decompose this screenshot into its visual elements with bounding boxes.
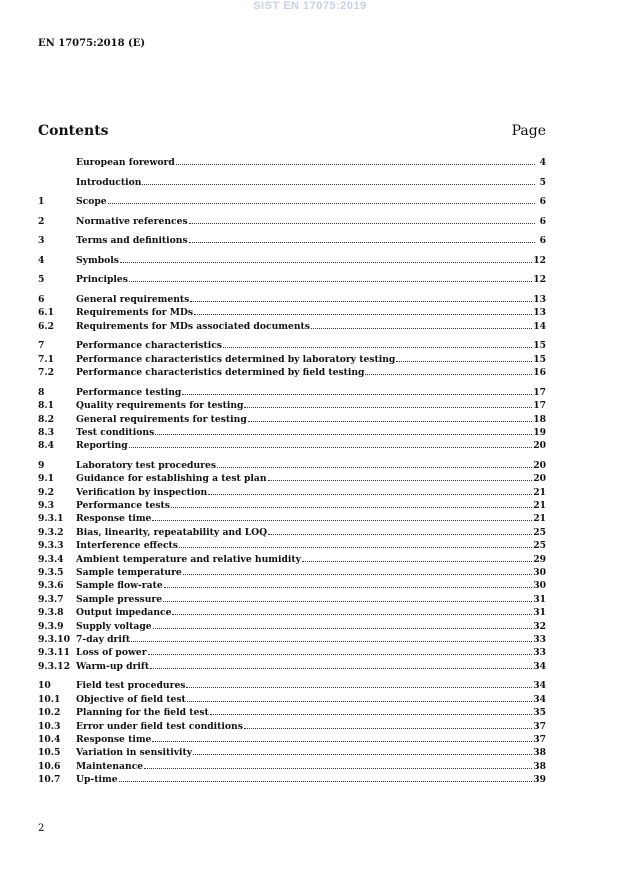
toc-entry-number: 9.3.5 [38,567,64,579]
toc-entry-number: 9.2 [38,486,54,498]
toc-entry-title: Laboratory test procedures [76,459,217,471]
dot-leader [144,767,532,769]
toc-entry-title: Verification by inspection [76,486,208,498]
toc-entry[interactable] [38,733,546,746]
toc-entry-title: Performance characteristics [76,340,222,352]
dot-leader [311,327,532,329]
toc-entry-page: 38 [533,760,546,772]
toc-entry-number: 4 [38,254,45,266]
dot-leader [268,479,533,481]
page-number: 2 [38,823,45,834]
toc-entry-title: Terms and definitions [76,235,188,247]
toc-entry-number: 10.1 [38,693,61,705]
toc-entry[interactable] [38,679,546,692]
toc-entry-title: Maintenance [76,760,144,772]
toc-entry-page: 34 [533,680,546,692]
toc-entry-page: 15 [533,340,546,352]
toc-entry[interactable] [38,426,546,439]
toc-entry-page: 32 [533,620,546,632]
dot-leader [153,627,533,629]
toc-entry-title: Performance tests [76,500,170,512]
dot-leader [183,573,532,575]
toc-entry-page: 17 [533,386,546,398]
toc-entry-page: 6 [539,235,546,247]
toc-entry-number: 9.3.7 [38,593,64,605]
toc-entry-number: 3 [38,235,45,247]
dot-leader [142,183,535,185]
toc-entry-page: 34 [533,693,546,705]
toc-entry[interactable] [38,620,546,633]
toc-entry[interactable] [38,539,546,552]
toc-entry-page: 37 [533,733,546,745]
toc-entry-number: 5 [38,274,45,286]
dot-leader [244,406,532,408]
dot-leader [244,727,532,729]
dot-leader [129,280,532,282]
toc-entry-title: Ambient temperature and relative humidity [76,553,301,565]
toc-entry[interactable] [38,306,546,319]
toc-entry-page: 18 [533,413,546,425]
toc-entry-number: 1 [38,196,45,208]
toc-entry-page: 25 [533,526,546,538]
toc-entry-title: Test conditions [76,426,155,438]
toc-entry[interactable] [38,579,546,592]
dot-leader [150,667,532,669]
toc-entry[interactable] [38,459,546,472]
dot-leader [108,202,535,204]
toc-entry-title: Sample flow-rate [76,580,163,592]
toc-entry-title: Planning for the field test [76,707,209,719]
dot-leader [179,546,532,548]
toc-entry-number: 9.3.11 [38,647,70,659]
toc-entry[interactable] [38,293,546,306]
toc-entry-page: 35 [533,707,546,719]
toc-entry-page: 20 [533,459,546,471]
toc-entry-page: 12 [533,274,546,286]
document-id: EN 17075:2018 (E) [38,38,146,49]
watermark: SIST EN 17075:2019 [253,0,367,12]
dot-leader [365,373,532,375]
toc-entry[interactable] [38,746,546,759]
toc-entry[interactable] [38,593,546,606]
toc-entry-title: Response time [76,733,152,745]
toc-entry-page: 34 [533,660,546,672]
toc-entry[interactable] [38,773,546,786]
toc-entry-title: Scope [76,196,107,208]
toc-entry-page: 13 [533,294,546,306]
toc-entry-title: Normative references [76,215,188,227]
dot-leader [182,393,532,395]
toc-entry-number: 8.3 [38,426,54,438]
toc-entry-page: 30 [533,580,546,592]
toc-entry-page: 33 [533,633,546,645]
toc-entry-title: Response time [76,513,152,525]
toc-entry-page: 31 [533,607,546,619]
toc-entry-title: Performance testing [76,386,182,398]
toc-entry[interactable] [38,254,546,267]
toc-entry-number: 10.7 [38,774,61,786]
toc-entry-number: 8.4 [38,440,54,452]
toc-entry-number: 2 [38,215,45,227]
dot-leader [302,560,532,562]
toc-entry[interactable] [38,472,546,485]
toc-entry-number: 8.2 [38,413,54,425]
dot-leader [131,640,532,642]
toc-entry-title: Performance characteristics determined by field testing [76,367,365,379]
toc-entry-title: Reporting [76,440,128,452]
toc-entry[interactable] [38,760,546,773]
dot-leader [223,346,532,348]
toc-entry[interactable] [38,646,546,659]
toc-entry-page: 20 [533,473,546,485]
dot-leader [148,653,533,655]
toc-entry[interactable] [38,320,546,333]
toc-entry-page: 31 [533,593,546,605]
toc-entry-number: 9 [38,459,45,471]
dot-leader [189,222,535,224]
toc-entry[interactable] [38,215,546,228]
dot-leader [163,600,532,602]
toc-entry[interactable] [38,606,546,619]
toc-entry[interactable] [38,176,546,189]
dot-leader [396,360,532,362]
toc-entry-number: 7.2 [38,367,54,379]
toc-entry-page: 37 [533,720,546,732]
toc-entry-page: 21 [533,500,546,512]
dot-leader [119,780,533,782]
toc-entry-page: 6 [539,215,546,227]
dot-leader [248,420,532,422]
table-of-contents [38,156,546,786]
toc-entry-page: 14 [533,320,546,332]
toc-entry-title: 7-day drift [76,633,131,645]
toc-entry-number: 9.3.10 [38,633,70,645]
dot-leader [176,163,535,165]
toc-entry-number: 9.3.8 [38,607,64,619]
toc-entry-page: 5 [539,176,546,188]
toc-entry-title: Introduction [76,176,142,188]
toc-entry[interactable] [38,633,546,646]
toc-entry-page: 15 [533,353,546,365]
toc-entry-page: 21 [533,513,546,525]
toc-entry-page: 6 [539,196,546,208]
toc-entry-number: 9.3.9 [38,620,64,632]
toc-entry[interactable] [38,399,546,412]
toc-entry[interactable] [38,499,546,512]
toc-entry-title: Output impedance [76,607,172,619]
dot-leader [268,533,532,535]
toc-entry-page: 30 [533,567,546,579]
dot-leader [155,433,532,435]
toc-entry-number: 9.3.12 [38,660,70,672]
toc-entry-page: 33 [533,647,546,659]
dot-leader [193,753,532,755]
dot-leader [152,519,532,521]
toc-entry-number: 10.3 [38,720,61,732]
toc-entry-title: General requirements [76,294,190,306]
toc-entry-number: 10.2 [38,707,61,719]
toc-entry-title: Warm-up drift [76,660,150,672]
toc-entry-page: 12 [533,254,546,266]
toc-entry-title: Bias, linearity, repeatability and LOQ [76,526,268,538]
dot-leader [129,446,532,448]
toc-entry-number: 7 [38,340,45,352]
toc-entry[interactable] [38,386,546,399]
toc-entry-title: Symbols [76,254,119,266]
toc-entry-title: Variation in sensitivity [76,747,193,759]
toc-entry-page: 38 [533,747,546,759]
toc-entry-number: 6 [38,294,45,306]
dot-leader [120,261,532,263]
toc-entry-number: 9.3 [38,500,54,512]
dot-leader [171,506,532,508]
toc-entry-number: 10.5 [38,747,61,759]
toc-entry-number: 8 [38,386,45,398]
toc-entry[interactable] [38,720,546,733]
toc-entry[interactable] [38,273,546,286]
toc-entry[interactable] [38,366,546,379]
toc-entry[interactable] [38,526,546,539]
toc-entry-page: 20 [533,440,546,452]
toc-entry-number: 9.1 [38,473,54,485]
toc-entry-number: 9.3.6 [38,580,64,592]
toc-entry[interactable] [38,706,546,719]
toc-entry[interactable] [38,195,546,208]
toc-entry-title: Sample temperature [76,567,182,579]
dot-leader [189,241,535,243]
toc-entry[interactable] [38,486,546,499]
toc-entry-title: Requirements for MDs [76,307,194,319]
dot-leader [152,740,532,742]
toc-entry-title: Requirements for MDs associated documents [76,320,310,332]
toc-entry[interactable] [38,156,546,169]
toc-entry-number: 9.3.2 [38,526,64,538]
dot-leader [164,586,533,588]
toc-entry-number: 10.4 [38,733,61,745]
toc-entry-number: 9.3.3 [38,540,64,552]
toc-entry-title: Error under field test conditions [76,720,243,732]
toc-entry-page: 29 [533,553,546,565]
toc-entry[interactable] [38,234,546,247]
toc-entry-title: Objective of field test [76,693,186,705]
toc-entry-number: 9.3.1 [38,513,64,525]
dot-leader [172,613,532,615]
toc-entry-title: Sample pressure [76,593,163,605]
toc-entry-number: 8.1 [38,400,54,412]
toc-entry[interactable] [38,660,546,673]
toc-entry-title: Performance characteristics determined by laboratory testing [76,353,396,365]
toc-entry-page: 25 [533,540,546,552]
toc-entry-page: 19 [533,426,546,438]
toc-entry[interactable] [38,413,546,426]
toc-entry-title: General requirements for testing [76,413,247,425]
toc-entry[interactable] [38,439,546,452]
toc-entry-title: Quality requirements for testing [76,400,244,412]
dot-leader [187,700,532,702]
dot-leader [210,713,532,715]
toc-entry-title: Supply voltage [76,620,152,632]
toc-entry-page: 21 [533,486,546,498]
toc-entry[interactable] [38,353,546,366]
toc-entry-number: 6.2 [38,320,54,332]
toc-entry[interactable] [38,553,546,566]
toc-entry-number: 7.1 [38,353,54,365]
toc-entry-title: Loss of power [76,647,147,659]
dot-leader [217,466,532,468]
toc-entry-page: 13 [533,307,546,319]
toc-entry-title: European foreword [76,157,175,168]
toc-entry-title: Principles [76,274,128,286]
toc-entry-number: 9.3.4 [38,553,64,565]
toc-entry-page: 17 [533,400,546,412]
toc-entry-title: Up-time [76,774,118,786]
toc-entry-page: 39 [533,774,546,786]
dot-leader [186,686,532,688]
dot-leader [190,300,532,302]
toc-entry-page: 4 [539,157,546,168]
toc-entry[interactable] [38,512,546,525]
toc-entry[interactable] [38,339,546,352]
toc-entry-title: Interference effects [76,540,178,552]
toc-entry-title: Field test procedures [76,680,186,692]
dot-leader [194,313,532,315]
toc-entry-number: 6.1 [38,307,54,319]
toc-entry[interactable] [38,693,546,706]
page-column-heading: Page [511,123,546,139]
toc-entry-title: Guidance for establishing a test plan [76,473,267,485]
dot-leader [208,493,532,495]
toc-entry-number: 10.6 [38,760,61,772]
toc-entry[interactable] [38,566,546,579]
toc-entry-page: 16 [533,367,546,379]
toc-entry-number: 10 [38,680,51,692]
contents-heading: Contents [38,123,109,139]
